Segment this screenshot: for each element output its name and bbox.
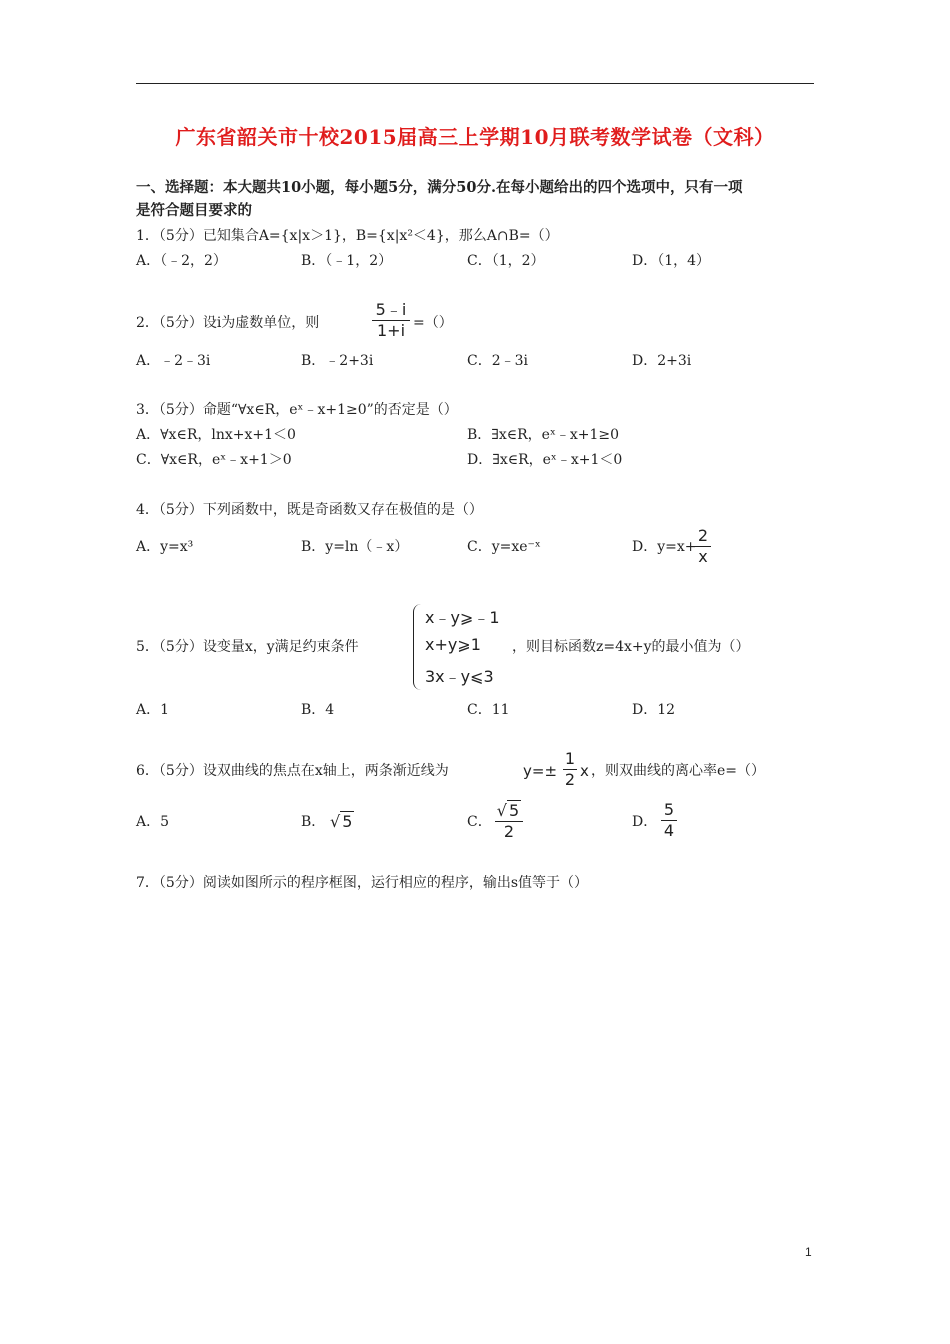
q6-asymptote-prefix: y=± (523, 762, 558, 780)
q4-option-d: D．y=x+ (632, 539, 697, 555)
q6-option-d-numerator: 5 (663, 800, 675, 819)
q6-asymptote-denominator: 2 (564, 770, 576, 789)
q4-option-d-fraction (694, 526, 712, 567)
q2-option-b: B．﹣2+3i (301, 353, 374, 369)
q4-option-a: A．y=x³ (136, 539, 194, 555)
q5-option-a: A．1 (136, 702, 170, 718)
q5-stem-prefix: 5．（5分）设变量x，y满足约束条件 (136, 639, 359, 655)
q5-constraint-1: x﹣y⩾﹣1 (425, 608, 500, 627)
q5-stem-suffix: ，则目标函数z=4x+y的最小值为（） (512, 639, 750, 655)
q6-asymptote-numerator: 1 (564, 749, 576, 768)
q6-option-b-radical: √ 5 (330, 812, 353, 831)
q6-option-d-label: D． (632, 814, 658, 830)
q6-option-b-radicand: 5 (342, 812, 353, 831)
q3-stem: 3．（5分）命题“∀x∈R，eˣ﹣x+1≥0”的否定是（） (136, 402, 458, 418)
q5-option-d: D．12 (632, 702, 676, 718)
q4-option-b: B．y=ln（﹣x） (301, 539, 409, 555)
q5-option-b: B．4 (301, 702, 335, 718)
q6-option-c-denominator: 2 (503, 822, 515, 841)
q2-stem-prefix: 2．（5分）设i为虚数单位，则 (136, 315, 320, 331)
q6-option-d-fraction (660, 800, 678, 841)
q3-option-b: B．∃x∈R，eˣ﹣x+1≥0 (467, 427, 620, 443)
page-number: 1 (805, 1245, 812, 1259)
q4-option-c: C．y=xe⁻ˣ (467, 539, 541, 555)
q2-option-a: A．﹣2﹣3i (136, 353, 211, 369)
q6-option-b-label: B． (301, 814, 326, 830)
q4-stem: 4．（5分）下列函数中，既是奇函数又存在极值的是（） (136, 502, 483, 518)
q3-option-a: A．∀x∈R，lnx+x+1＜0 (136, 427, 296, 443)
q6-option-c-label: C． (467, 814, 492, 830)
q1-stem: 1．（5分）已知集合A={x|x＞1}，B={x|x²＜4}，那么A∩B=（） (136, 228, 559, 244)
header-rule (136, 83, 814, 84)
q6-option-d-denominator: 4 (663, 821, 675, 840)
q1-option-d: D．（1，4） (632, 253, 711, 269)
q6-asymptote-variable: x (580, 762, 589, 780)
q6-asymptote-fraction (562, 749, 578, 790)
q1-option-a: A．（﹣2，2） (136, 253, 227, 269)
page-title: 广东省韶关市十校2015届高三上学期10月联考数学试卷（文科） (175, 125, 775, 149)
q2-fraction-numerator: 5﹣i (375, 300, 407, 319)
q2-option-d: D．2+3i (632, 353, 692, 369)
q2-stem-suffix: =（） (413, 315, 453, 331)
section-heading-line1: 一、选择题：本大题共10小题，每小题5分，满分50分.在每小题给出的四个选项中，只有一项 (136, 179, 743, 196)
q6-option-c-numerator: √ 5 (496, 801, 520, 820)
q4-option-d-denominator: x (698, 547, 708, 566)
q6-option-c-fraction (494, 800, 524, 842)
q7-stem: 7．（5分）阅读如图所示的程序框图，运行相应的程序，输出s值等于（） (136, 875, 588, 891)
q3-option-d: D．∃x∈R，eˣ﹣x+1＜0 (467, 452, 623, 468)
q2-fraction (371, 300, 411, 341)
q6-stem-suffix: ，则双曲线的离心率e=（） (591, 763, 766, 779)
q2-option-c: C．2﹣3i (467, 353, 529, 369)
q5-system-brace (413, 604, 424, 690)
q5-constraint-3: 3x﹣y⩽3 (425, 667, 494, 686)
q3-option-c: C．∀x∈R，eˣ﹣x+1＞0 (136, 452, 292, 468)
q6-option-a: A．5 (136, 814, 170, 830)
q2-fraction-denominator: 1+i (376, 321, 406, 340)
q1-option-b: B．（﹣1，2） (301, 253, 393, 269)
q6-stem-prefix: 6．（5分）设双曲线的焦点在x轴上，两条渐近线为 (136, 763, 449, 779)
q5-constraint-2: x+y⩾1 (425, 635, 481, 654)
q4-option-d-numerator: 2 (697, 526, 709, 545)
q5-option-c: C．11 (467, 702, 510, 718)
section-heading-line2: 是符合题目要求的 (136, 202, 252, 219)
q1-option-c: C．（1，2） (467, 253, 545, 269)
q6-option-c-radicand: 5 (509, 801, 520, 820)
